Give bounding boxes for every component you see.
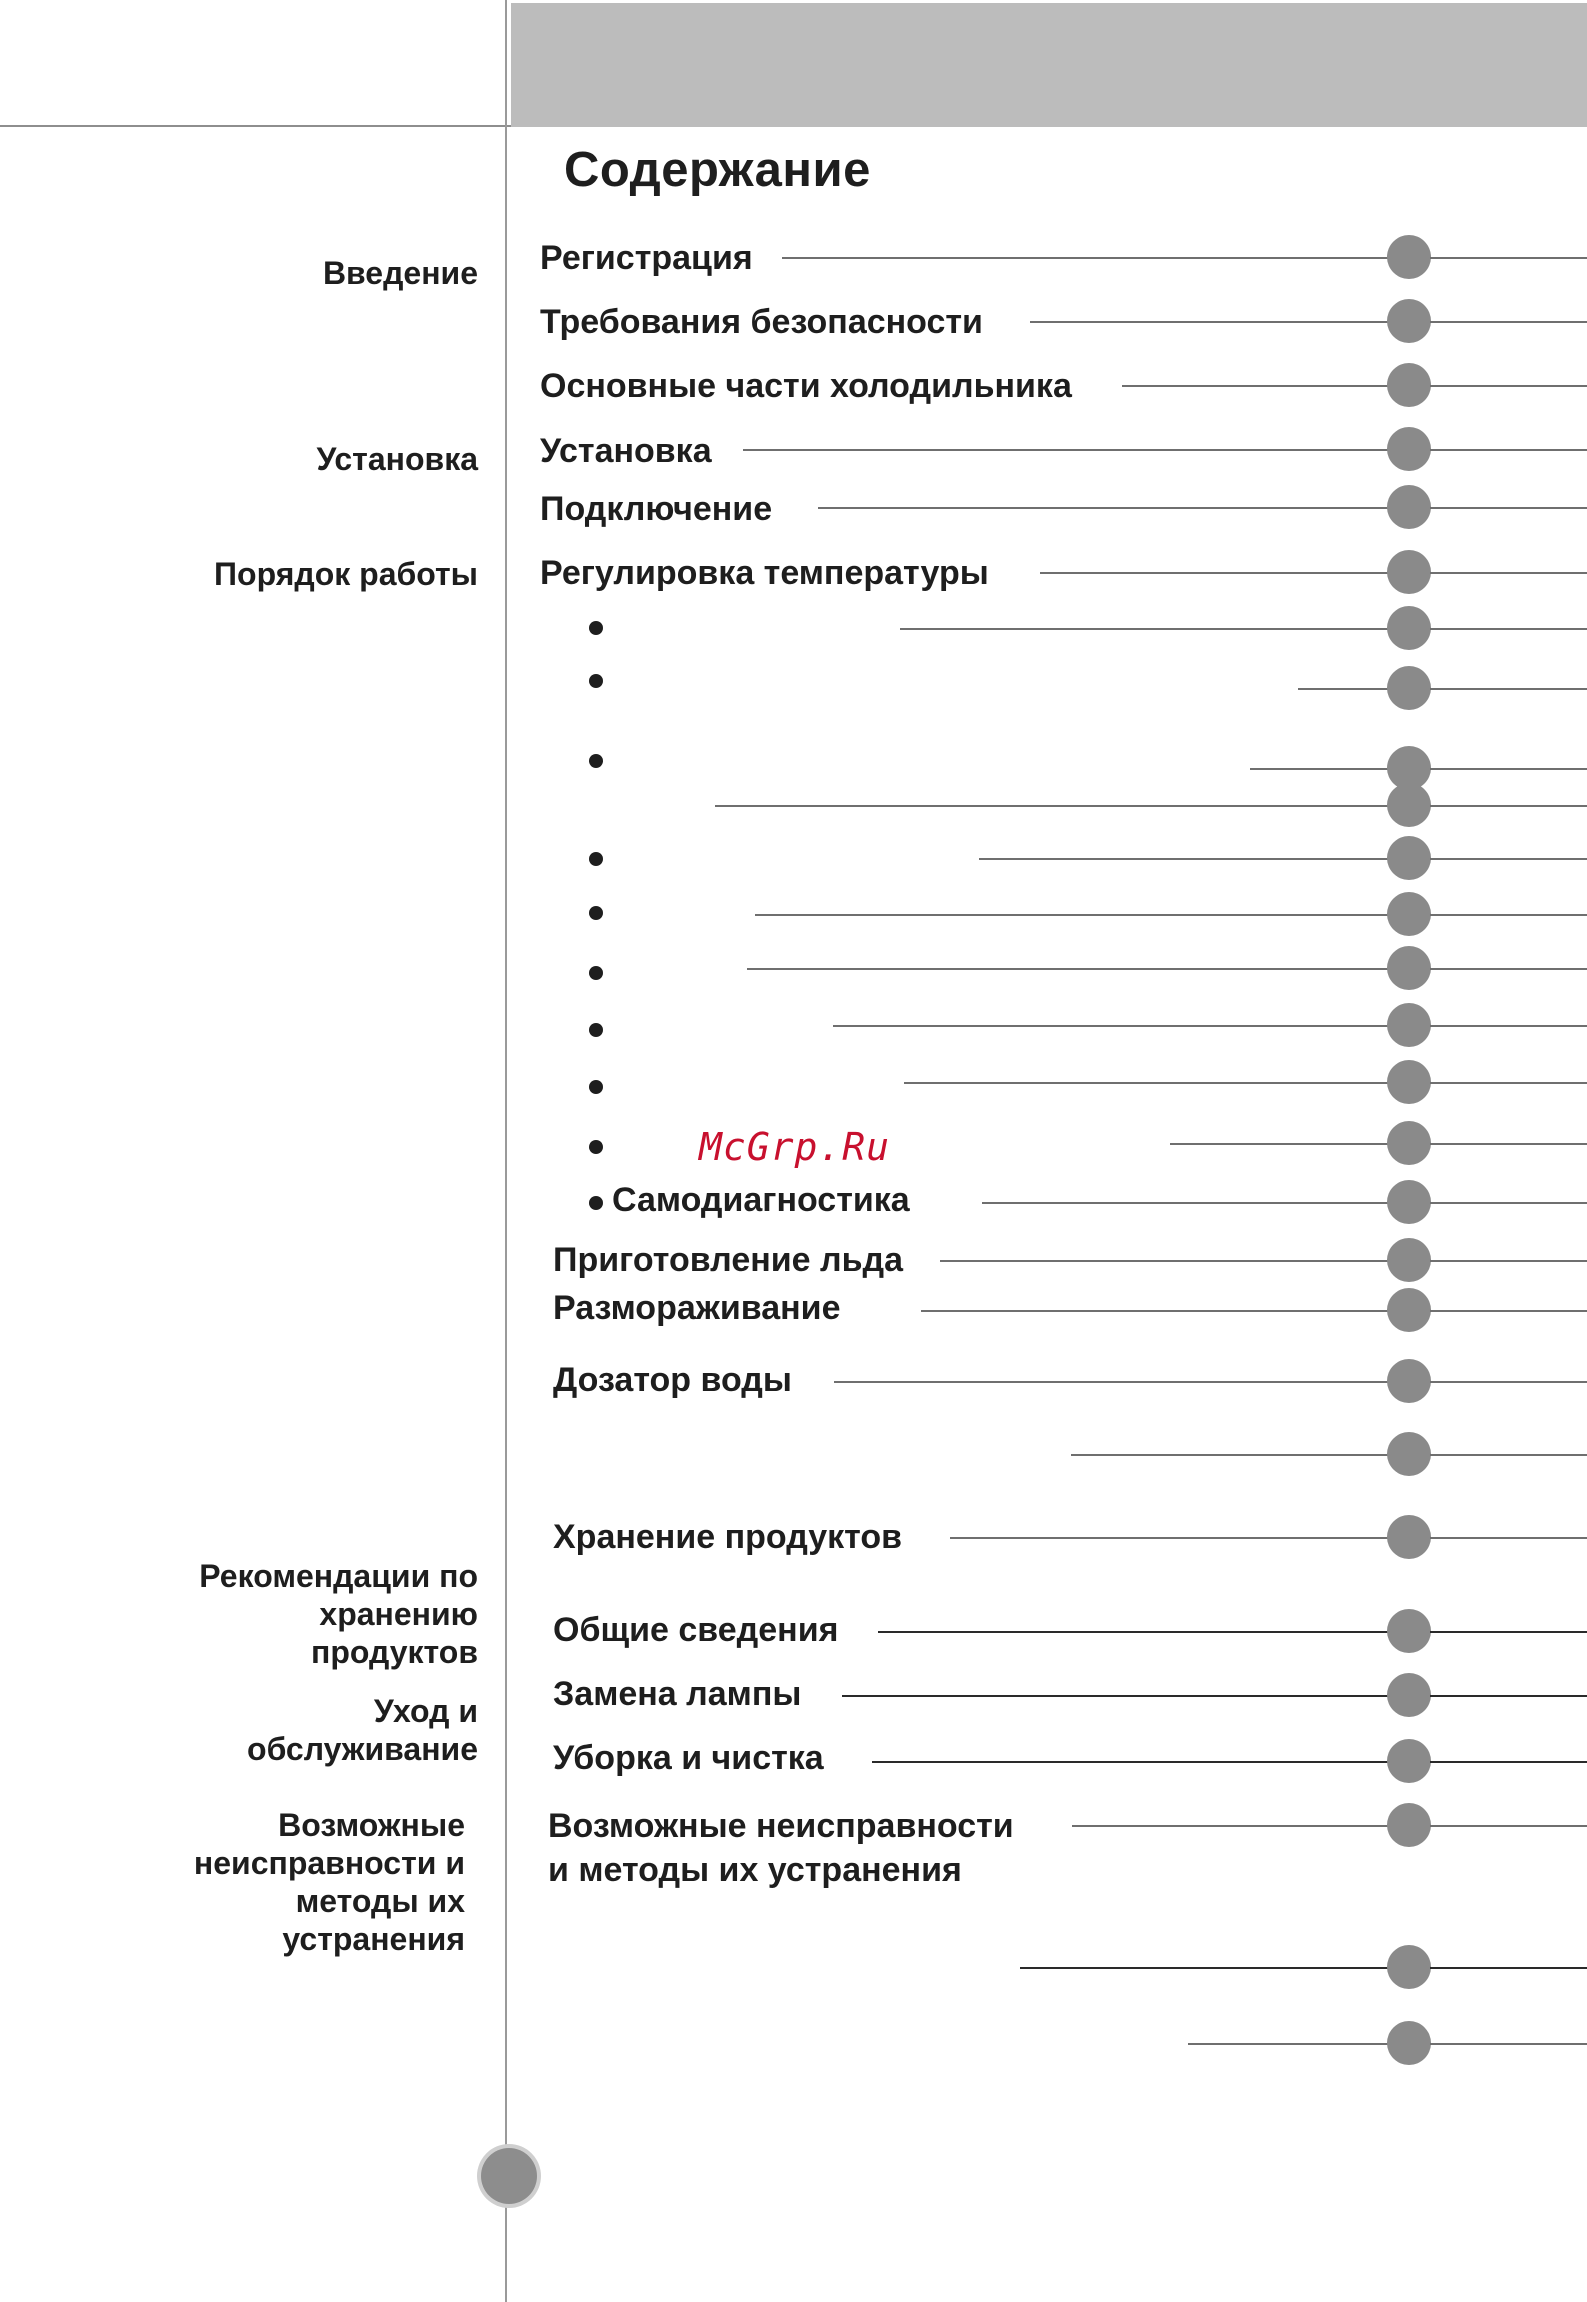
toc-entry-installation[interactable]: Установка	[540, 432, 712, 470]
bullet	[589, 966, 603, 980]
leader-tail	[1430, 1381, 1587, 1383]
header-band	[511, 3, 1587, 127]
toc-entry-general[interactable]: Общие сведения	[553, 1611, 839, 1649]
bullet	[589, 674, 603, 688]
page-number-dot	[1387, 783, 1431, 827]
leader-line	[743, 449, 1388, 451]
leader-tail	[1430, 385, 1587, 387]
leader-tail	[1430, 628, 1587, 630]
bullet	[589, 906, 603, 920]
leader-tail	[1430, 572, 1587, 574]
leader-line	[1030, 321, 1388, 323]
toc-entry-cleaning[interactable]: Уборка и чистка	[553, 1739, 824, 1777]
watermark: McGrp.Ru	[699, 1125, 891, 1169]
leader-tail	[1430, 1761, 1587, 1763]
leader-tail	[1430, 1082, 1587, 1084]
leader-tail	[1430, 1143, 1587, 1145]
toc-entry-lamp[interactable]: Замена лампы	[553, 1675, 802, 1713]
leader-tail	[1430, 914, 1587, 916]
page-number-dot	[1387, 235, 1431, 279]
leader-line	[1040, 572, 1388, 574]
leader-tail	[1430, 1454, 1587, 1456]
leader-tail	[1430, 2043, 1587, 2045]
leader-tail	[1430, 1260, 1587, 1262]
leader-line	[833, 1025, 1388, 1027]
toc-entry-registration[interactable]: Регистрация	[540, 239, 753, 277]
section-intro: Введение	[322, 255, 478, 291]
section-install: Установка	[316, 441, 478, 477]
toc-entry-ice[interactable]: Приготовление льда	[553, 1241, 904, 1279]
leader-tail	[1430, 968, 1587, 970]
leader-line	[921, 1310, 1388, 1312]
leader-line	[715, 805, 1388, 807]
toc-entry-water[interactable]: Дозатор воды	[553, 1361, 792, 1399]
page-number-footer-dot	[481, 2148, 537, 2204]
bullet	[589, 754, 603, 768]
leader-line	[834, 1381, 1388, 1383]
leader-line	[1071, 1454, 1388, 1456]
toc-entry-temperature[interactable]: Регулировка температуры	[540, 554, 989, 592]
bullet	[589, 1196, 603, 1210]
page-number-dot	[1387, 1238, 1431, 1282]
leader-tail	[1430, 1967, 1587, 1969]
page-number-dot	[1387, 2021, 1431, 2065]
leader-line	[878, 1631, 1388, 1633]
leader-tail	[1430, 1631, 1587, 1633]
page-number-dot	[1387, 1609, 1431, 1653]
leader-line	[1170, 1143, 1388, 1145]
leader-line	[1250, 768, 1388, 770]
toc-entry-trouble[interactable]: Возможные неисправности	[548, 1807, 1014, 1845]
toc-entry-trouble-line2: и методы их устранения	[548, 1851, 962, 1889]
leader-line	[842, 1695, 1388, 1697]
page-number-dot	[1387, 363, 1431, 407]
page-number-dot	[1387, 1739, 1431, 1783]
leader-tail	[1430, 805, 1587, 807]
leader-line	[982, 1202, 1388, 1204]
leader-tail	[1430, 507, 1587, 509]
page-number-dot	[1387, 1180, 1431, 1224]
page-number-dot	[1387, 666, 1431, 710]
page-number-dot	[1387, 1003, 1431, 1047]
bullet	[589, 1023, 603, 1037]
leader-tail	[1430, 688, 1587, 690]
page-number-dot	[1387, 1803, 1431, 1847]
page-number-dot	[1387, 606, 1431, 650]
section-operation: Порядок работы	[214, 556, 478, 592]
leader-line	[755, 914, 1388, 916]
leader-line	[1072, 1825, 1388, 1827]
leader-line	[900, 628, 1388, 630]
toc-entry-defrost[interactable]: Размораживание	[553, 1289, 841, 1327]
toc-entry-safety[interactable]: Требования безопасности	[540, 303, 983, 341]
page-number-dot	[1387, 892, 1431, 936]
leader-tail	[1430, 449, 1587, 451]
leader-line	[747, 968, 1388, 970]
header-divider	[0, 125, 511, 127]
leader-line	[1020, 1967, 1388, 1969]
page-number-dot	[1387, 1359, 1431, 1403]
bullet	[589, 1140, 603, 1154]
leader-line	[979, 858, 1388, 860]
toc-entry-parts[interactable]: Основные части холодильника	[540, 367, 1072, 405]
leader-line	[782, 257, 1388, 259]
leader-tail	[1430, 257, 1587, 259]
page-number-dot	[1387, 550, 1431, 594]
leader-tail	[1430, 1310, 1587, 1312]
toc-entry-connection[interactable]: Подключение	[540, 490, 773, 528]
leader-line	[1122, 385, 1388, 387]
leader-line	[1298, 688, 1388, 690]
toc-entry-self-diagnosis[interactable]: Самодиагностика	[612, 1181, 910, 1219]
leader-line	[1188, 2043, 1388, 2045]
leader-tail	[1430, 1202, 1587, 1204]
page-number-dot	[1387, 1432, 1431, 1476]
leader-tail	[1430, 1825, 1587, 1827]
page-number-dot	[1387, 1515, 1431, 1559]
page-number-dot	[1387, 1673, 1431, 1717]
column-divider	[505, 0, 507, 2302]
leader-line	[940, 1260, 1388, 1262]
page-number-dot	[1387, 299, 1431, 343]
section-care: Уход и обслуживание	[247, 1693, 478, 1767]
bullet	[589, 621, 603, 635]
leader-tail	[1430, 768, 1587, 770]
page-number-dot	[1387, 836, 1431, 880]
page-number-dot	[1387, 485, 1431, 529]
leader-tail	[1430, 1695, 1587, 1697]
leader-line	[904, 1082, 1388, 1084]
bullet	[589, 852, 603, 866]
leader-line	[872, 1761, 1388, 1763]
leader-line	[818, 507, 1388, 509]
page-number-dot	[1387, 946, 1431, 990]
page-number-dot	[1387, 427, 1431, 471]
page-number-dot	[1387, 1060, 1431, 1104]
leader-tail	[1430, 321, 1587, 323]
page-title: Содержание	[564, 143, 871, 197]
section-trouble: Возможные неисправности и методы их устранения	[193, 1807, 465, 1957]
section-storage: Рекомендации по хранению продуктов	[199, 1558, 478, 1670]
page-number-dot	[1387, 1288, 1431, 1332]
leader-tail	[1430, 1025, 1587, 1027]
page-number-dot	[1387, 1121, 1431, 1165]
leader-line	[950, 1537, 1388, 1539]
leader-tail	[1430, 1537, 1587, 1539]
page-number-dot	[1387, 1945, 1431, 1989]
toc-entry-food-storage[interactable]: Хранение продуктов	[553, 1518, 903, 1556]
leader-tail	[1430, 858, 1587, 860]
bullet	[589, 1080, 603, 1094]
